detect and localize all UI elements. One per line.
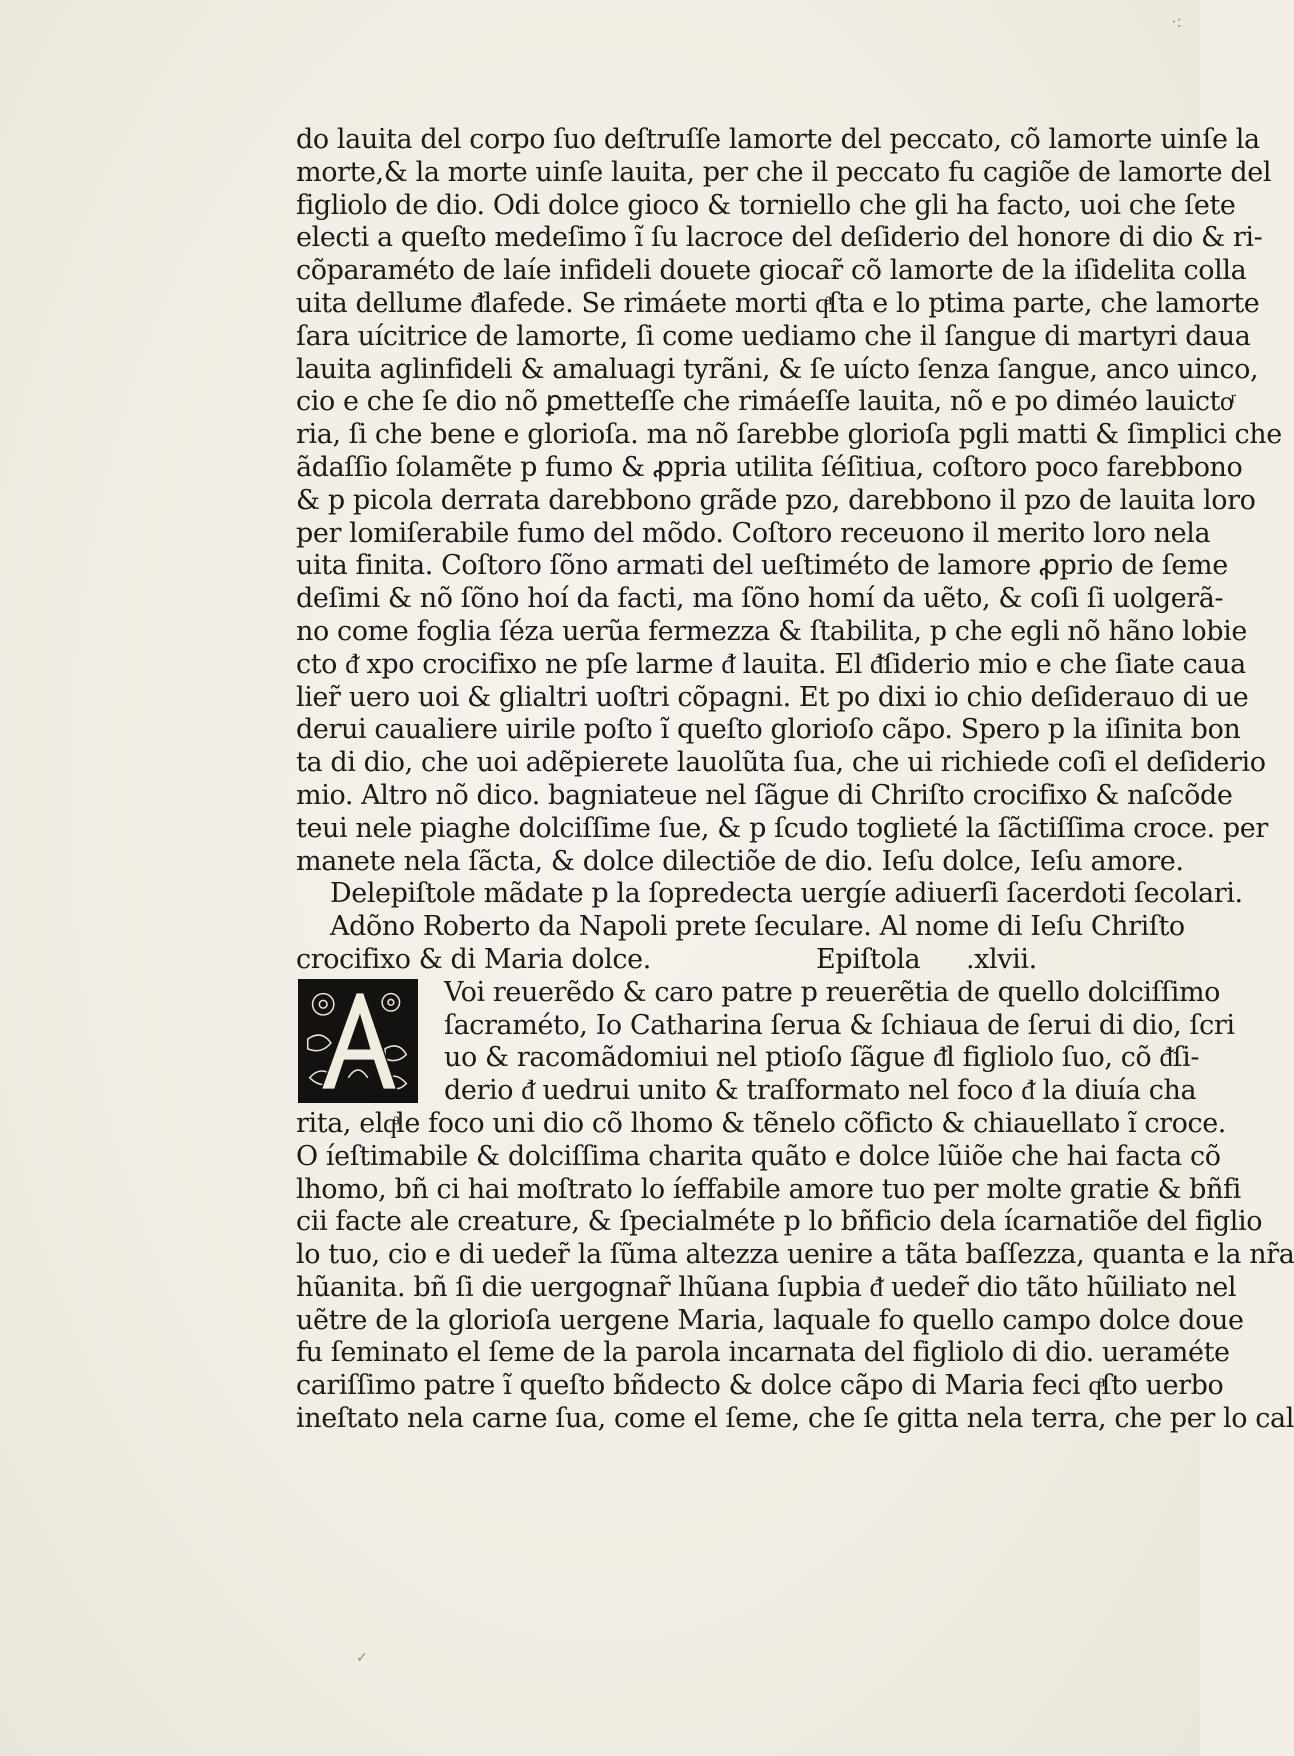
corner-smudge: ·: [1171, 12, 1182, 31]
text-line: Voi reuerẽdo & caro patre p reuerẽtia de quello dolciſſimo [444, 976, 1221, 1008]
text-line: cio e che ſe dio nõ ꝑmetteſſe che rimáeſſe lauita, nõ e po diméo lauictoͬ [296, 386, 1234, 418]
decorated-initial-icon [298, 979, 418, 1103]
text-line: figliolo de dio. Odi dolce gioco & torniello che gli ha facto, uoi che ſete [296, 189, 1236, 221]
text-line: cii facte ale creature, & ſpecialméte p lo bñficio dela ícarnatiõe del figlio [296, 1206, 1263, 1238]
text-line: ãdaſſio ſolamẽte p fumo & ꝓpria utilita ſéſitiua, coſtoro poco farebbono [296, 451, 1243, 483]
text-line: hũanita. bñ ſi die uergognar̃ lhũana ſupbia ᵭ ueder̃ dio tãto hũiliato nel [296, 1271, 1237, 1303]
text-line: cõparaméto de laíe infideli douete giocar̃ cõ lamorte de la iſidelita colla [296, 255, 1247, 287]
text-line: cariſſimo patre ĩ queſto bñdecto & dolce cãpo di Maria feci qͣſto uerbo [296, 1370, 1224, 1402]
text-line: per lomiſerabile fumo del mõdo. Coſtoro receuono il merito loro nela [296, 517, 1211, 549]
text-line: teui nele piaghe dolciſſime ſue, & p ſcudo toglieté la ſãctiſſima croce. per [296, 812, 1268, 844]
text-line: lo tuo, cio e di ueder̃ la ſũma altezza uenire a tãta baſſezza, quanta e la nr̃a [296, 1239, 1294, 1271]
epistola-number: .xlvii. [966, 943, 1037, 975]
text-line: electi a queſto medeſimo ĩ ſu lacroce del deſiderio del honore di dio & ri- [296, 222, 1263, 254]
epistola-label: Epiſtola [816, 943, 921, 975]
text-line: ineſtato nela carne ſua, come el ſeme, che ſe gitta nela terra, che per lo cal [296, 1403, 1294, 1435]
text-line: manete nela ſãcta, & dolce dilectiõe de dio. Ieſu dolce, Ieſu amore. [296, 845, 1184, 877]
text-line: lhomo, bñ ci hai moſtrato lo íeffabile amore tuo per molte gratie & bñfi [296, 1173, 1241, 1205]
text-block [296, 124, 1294, 1436]
text-line: lier̃ uero uoi & glialtri uoſtri cõpagni. Et po dixi io chio deſiderauo di ue [296, 681, 1249, 713]
paragraph-continuation [296, 124, 1282, 878]
letter-salutation-end: crocifixo & di Maria dolce. [296, 943, 651, 975]
text-line: rita, elqͣle foco uni dio cõ lhomo & tẽnelo cõficto & chiauellato ĩ croce. [296, 1107, 1226, 1139]
text-line: morte,& la morte uinſe lauita, per che il peccato fu cagiõe de lamorte del [296, 156, 1272, 188]
text-line: & p picola derrata darebbono grãde pzo, darebbono il pzo de lauita loro [296, 484, 1256, 516]
text-line: uo & racomãdomiui nel ptioſo ſãgue ᵭl figliolo ſuo, cõ ᵭſi- [444, 1042, 1200, 1074]
letter-heading-row [296, 944, 1076, 977]
letter-address: Adõno Roberto da Napoli prete ſeculare. Al nome di Ieſu Chriſto [330, 911, 1185, 943]
text-line: cto ᵭ xpo crocifixo ne pſe larme ᵭ lauita. El ᵭſiderio mio e che ſiate caua [296, 648, 1246, 680]
letter-opening [296, 976, 1235, 1108]
text-line: derio ᵭ uedrui unito & traſformato nel foco ᵭ la diuía cha [444, 1075, 1197, 1107]
text-line: ſara uícitrice de lamorte, ſi come uediamo che il ſangue di martyri daua [296, 320, 1251, 352]
text-line: lauita aglinfideli & amaluagi tyrãni, & ſe uícto ſenza ſangue, anco uinco, [296, 353, 1259, 385]
margin-mark: ✓ [356, 1650, 368, 1666]
text-line: ta di dio, che uoi adẽpierete lauolũta ſua, che ui richiede coſi el deſiderio [296, 747, 1266, 779]
text-line: uita finita. Coſtoro ſõno armati del ueſtiméto de lamore ꝓprio de ſeme [296, 550, 1228, 582]
section-heading: Delepiſtole mãdate p la ſopredecta uergíe adiuerſi ſacerdoti ſecolari. [330, 878, 1243, 910]
text-line: derui caualiere uirile poſto ĩ queſto glorioſo cãpo. Spero p la iſinita bon [296, 714, 1241, 746]
letter-body [296, 1107, 1294, 1436]
text-line: fu ſeminato el ſeme de la parola incarnata del figliolo di dio. ueraméte [296, 1337, 1230, 1369]
text-line: mio. Altro nõ dico. bagniateue nel ſãgue di Chriſto crocifixo & naſcõde [296, 779, 1233, 811]
text-line: ria, ſi che bene e glorioſa. ma nõ ſarebbe glorioſa pgli matti & ſimplici che [296, 419, 1282, 451]
text-line: do lauita del corpo ſuo deſtruſſe lamorte del peccato, cõ lamorte uinſe la [296, 124, 1260, 155]
text-line: uita dellume ᵭlafede. Se rimáete morti qͣſta e lo ptima parte, che lamorte [296, 287, 1260, 319]
text-line: uẽtre de la glorioſa uergene Maria, laquale fo quello campo dolce doue [296, 1304, 1244, 1336]
text-line: ſacraméto, Io Catharina ſerua & ſchiaua de ſerui di dio, ſcri [444, 1009, 1235, 1041]
text-line: deſimi & nõ ſõno hoí da facti, ma ſõno homí da uẽto, & coſi ſi uolgerã- [296, 583, 1224, 615]
text-line: no come foglia ſéza uerũa fermezza & ſtabilita, p che egli nõ hãno lobie [296, 615, 1247, 647]
text-line: O íeſtimabile & dolciſſima charita quãto e dolce lũiõe che hai facta cõ [296, 1140, 1221, 1172]
